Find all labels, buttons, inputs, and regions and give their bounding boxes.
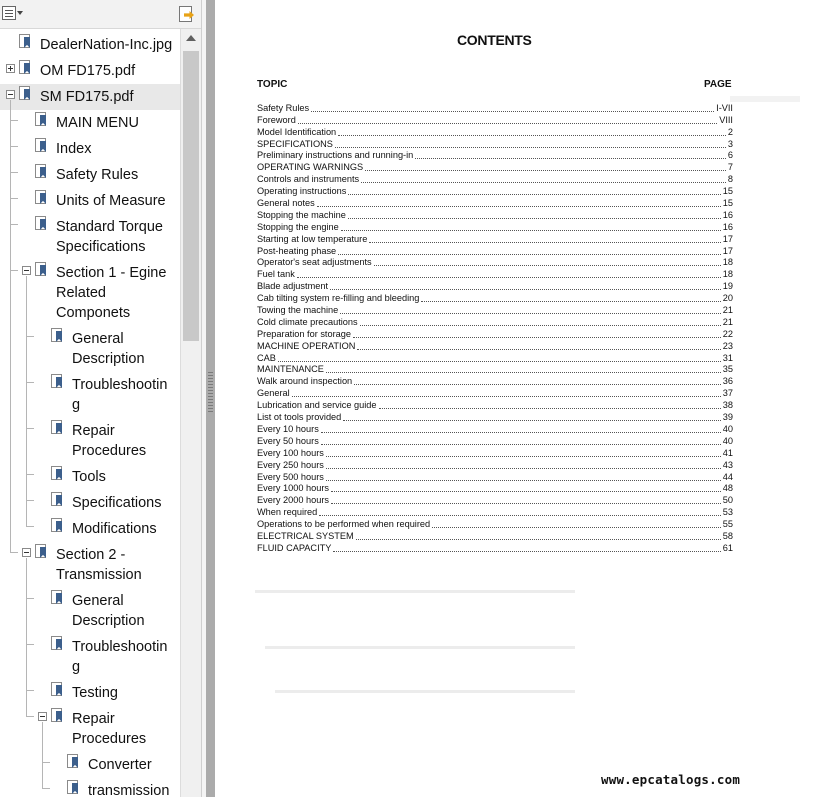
toc-page: 16 [722,221,733,232]
bookmark-label: Converter [88,757,152,773]
toc-dot-leader [421,301,720,302]
toc-page: 15 [722,186,733,197]
toc-dot-leader [361,182,726,183]
scrollbar-thumb[interactable] [183,51,199,341]
bookmark-item[interactable] [0,588,180,634]
toc-topic: Controls and instruments [257,174,360,185]
bookmark-label: DealerNation-Inc.jpg [40,37,173,53]
toc-topic: Walk around inspection [257,376,353,387]
toc-entry [257,280,733,292]
bookmark-label: transmission [88,783,170,797]
toc-topic: Stopping the engine [257,221,339,232]
toc-entry [257,304,733,316]
bookmark-label: Modifications [72,521,157,537]
toc-topic: Cab tilting system re-filling and bleeding [257,293,420,304]
toc-entry [257,150,733,162]
collapse-toggle-icon[interactable] [22,266,31,275]
bookmark-label: Safety Rules [56,167,139,183]
toc-page: 17 [722,245,733,256]
toc-topic: Every 10 hours [257,423,319,434]
toc-topic: Operator's seat adjustments [257,257,372,268]
toc-dot-leader [338,135,726,136]
bookmark-icon [19,60,33,76]
page-title: CONTENTS [457,32,532,48]
bookmark-item[interactable] [0,516,180,542]
tree-guide-line [42,762,50,763]
toc-page: 61 [722,542,733,553]
toc-page: 20 [722,293,733,304]
bookmark-icon [19,34,33,50]
toc-topic: Every 500 hours [257,471,324,482]
toc-entry [257,138,733,150]
bleed-through-line [255,590,575,593]
bookmark-label: Units of Measure [56,193,166,209]
tree-guide-line [26,526,34,527]
tree-guide-line [10,552,18,553]
bookmark-label: Repair Procedures [72,711,147,747]
toc-dot-leader [360,325,721,326]
tree-guide-line [26,428,34,429]
toc-page: 41 [722,447,733,458]
toc-entry [257,399,733,411]
bookmark-item[interactable] [0,464,180,490]
collapse-toggle-icon[interactable] [6,90,15,99]
toc-page: 2 [727,126,733,137]
toc-dot-leader [278,361,721,362]
toc-topic: General [257,388,290,399]
toc-entry [257,292,733,304]
toc-entry [257,328,733,340]
bookmark-item[interactable] [0,542,180,588]
tree-guide-line [26,690,34,691]
toc-dot-leader [311,111,714,112]
bookmark-icon [51,466,65,482]
bookmark-item[interactable] [0,136,180,162]
bookmark-label: Testing [72,685,118,701]
tree-guide-line [26,336,34,337]
expand-bookmark-icon[interactable] [177,5,195,23]
bookmark-item[interactable] [0,778,180,797]
bookmark-item[interactable] [0,214,180,260]
tree-guide-line [10,146,18,147]
tree-guide-line [26,716,34,717]
bookmark-icon [67,754,81,770]
toc-entry [257,506,733,518]
bookmark-item[interactable] [0,706,180,752]
toc-dot-leader [326,372,721,373]
toc-entry [257,209,733,221]
toc-page: 53 [722,507,733,518]
table-of-contents [257,102,733,554]
bookmark-icon [35,216,49,232]
toc-entry [257,411,733,423]
toc-entry [257,364,733,376]
toc-page: 39 [722,412,733,423]
bookmark-label: OM FD175.pdf [40,63,136,79]
toc-dot-leader [326,456,721,457]
toc-dot-leader [348,194,720,195]
topic-header: TOPIC [257,79,288,90]
page-header: PAGE [704,79,732,90]
toc-entry [257,257,733,269]
bookmark-item[interactable] [0,260,180,326]
toc-entry [257,471,733,483]
toc-page: 15 [722,198,733,209]
toc-page: 58 [722,530,733,541]
bookmark-icon [51,328,65,344]
toc-topic: Stopping the machine [257,209,346,220]
toc-entry [257,483,733,495]
toc-topic: Fuel tank [257,269,295,280]
bookmark-icon [51,420,65,436]
bookmark-icon [51,374,65,390]
toc-page: 55 [722,519,733,530]
toc-dot-leader [356,539,721,540]
toc-page: 35 [722,364,733,375]
tree-guide-line [42,722,43,788]
bookmark-icon [51,492,65,508]
tree-guide-line [26,382,34,383]
toc-dot-leader [415,158,726,159]
toc-entry [257,542,733,554]
watermark: www.epcatalogs.com [601,772,741,787]
toc-dot-leader [321,432,721,433]
toc-dot-leader [317,206,721,207]
toc-entry [257,197,733,209]
toc-entry [257,185,733,197]
toc-dot-leader [319,515,721,516]
toc-page: 22 [722,328,733,339]
bookmarks-scrollbar[interactable] [180,29,201,797]
bookmark-icon [51,590,65,606]
toc-page: 36 [722,376,733,387]
bookmark-icon [51,636,65,652]
toc-entry [257,459,733,471]
bookmark-icon [19,86,33,102]
bookmark-item[interactable] [0,634,180,680]
toc-page: 50 [722,495,733,506]
bookmark-label: Specifications [72,495,162,511]
bookmark-label: Section 2 - Transmission [56,547,142,583]
toc-entry [257,447,733,459]
tree-guide-line [10,224,18,225]
toc-topic: ELECTRICAL SYSTEM [257,530,354,541]
bookmark-label: Section 1 - Egine Related Componets [56,265,167,321]
bookmark-item[interactable] [0,110,180,136]
bookmark-label: SM FD175.pdf [40,89,134,105]
bookmark-icon [51,708,65,724]
toc-page: 18 [722,269,733,280]
toc-dot-leader [343,420,720,421]
expand-toggle-icon[interactable] [6,64,15,73]
toc-dot-leader [369,242,720,243]
toc-page: 44 [722,471,733,482]
toc-entry [257,233,733,245]
toc-entry [257,387,733,399]
toc-dot-leader [331,503,721,504]
toc-topic: Lubrication and service guide [257,400,377,411]
toc-entry [257,126,733,138]
toc-topic: Operating instructions [257,186,347,197]
bookmark-item[interactable] [0,418,180,464]
tree-guide-line [10,270,18,271]
toc-page: 21 [722,316,733,327]
toc-topic: Towing the machine [257,305,339,316]
toc-topic: Preparation for storage [257,328,351,339]
toc-dot-leader [326,480,721,481]
toc-page: 6 [727,150,733,161]
toc-topic: Every 100 hours [257,447,324,458]
toc-dot-leader [348,218,721,219]
toc-topic: Preliminary instructions and running-in [257,150,414,161]
toc-topic: Safety Rules [257,102,310,113]
toc-page: 40 [722,423,733,434]
toc-entry [257,352,733,364]
bookmark-icon [51,682,65,698]
bookmark-icon [35,262,49,278]
toc-topic: Every 250 hours [257,459,324,470]
bookmark-icon [51,518,65,534]
toc-topic: List ot tools provided [257,412,342,423]
tree-guide-line [10,100,11,552]
toc-entry [257,375,733,387]
toc-dot-leader [321,444,721,445]
toc-topic: OPERATING WARNINGS [257,162,364,173]
bookmarks-panel [0,0,206,797]
bookmark-item[interactable] [0,752,180,778]
toc-topic: Every 50 hours [257,435,319,446]
collapse-toggle-icon[interactable] [38,712,47,721]
toc-dot-leader [326,468,721,469]
tree-guide-line [26,500,34,501]
toc-entry [257,340,733,352]
toc-page: 8 [727,174,733,185]
toc-dot-leader [292,396,721,397]
toc-topic: FLUID CAPACITY [257,542,332,553]
bookmark-icon [35,190,49,206]
toc-entry [257,114,733,126]
toc-topic: Every 1000 hours [257,483,330,494]
toc-dot-leader [432,527,721,528]
toc-dot-leader [353,337,721,338]
tree-guide-line [26,598,34,599]
tree-guide-line [26,644,34,645]
toc-dot-leader [354,384,721,385]
toc-dot-leader [379,408,721,409]
bookmark-item[interactable] [0,372,180,418]
toc-page: 16 [722,209,733,220]
toc-page: 43 [722,459,733,470]
toc-entry [257,245,733,257]
toc-dot-leader [341,230,721,231]
bleed-through-ghost-bar [730,96,800,102]
toc-entry [257,221,733,233]
bookmark-label: Standard Torque Specifications [56,219,163,255]
bookmarks-tree [0,29,180,797]
tree-guide-line [26,276,27,526]
toc-page: 7 [727,162,733,173]
toc-entry [257,518,733,530]
toc-dot-leader [330,289,721,290]
toc-entry [257,161,733,173]
toc-page: 37 [722,388,733,399]
toc-page: 21 [722,305,733,316]
tree-guide-line [10,172,18,173]
toc-topic: Every 2000 hours [257,495,330,506]
toc-dot-leader [333,551,720,552]
bleed-through-line [275,690,575,693]
splitter-grip-icon [208,372,213,412]
toc-page: 48 [722,483,733,494]
toc-page: I-VII [716,102,733,113]
toc-dot-leader [298,123,717,124]
bookmark-icon [35,164,49,180]
scroll-up-arrow-icon[interactable] [186,35,196,41]
tree-guide-line [26,474,34,475]
bookmark-label: General Description [72,593,145,629]
bookmark-label: Repair Procedures [72,423,147,459]
toc-dot-leader [338,254,721,255]
toc-topic: Cold climate precautions [257,316,358,327]
toc-topic: MAINTENANCE [257,364,324,375]
bleed-through-line [265,646,575,649]
document-page [215,0,814,797]
toc-entry [257,494,733,506]
toc-topic: SPECIFICATIONS [257,138,333,149]
tree-guide-line [26,558,27,716]
toc-entry [257,316,733,328]
bookmark-item[interactable] [0,188,180,214]
bookmark-label: Tools [72,469,106,485]
toc-page: 23 [722,340,733,351]
toc-page: 38 [722,400,733,411]
toc-dot-leader [374,265,721,266]
toc-dot-leader [297,277,721,278]
toc-dot-leader [335,147,726,148]
tree-guide-line [10,198,18,199]
toc-dot-leader [365,170,726,171]
toc-dot-leader [331,491,721,492]
toc-topic: MACHINE OPERATION [257,340,356,351]
bookmark-item[interactable] [0,84,180,110]
toc-page: VIII [719,114,733,125]
bookmark-icon [35,544,49,560]
toc-topic: Starting at low temperature [257,233,368,244]
toc-page: 18 [722,257,733,268]
toc-topic: CAB [257,352,276,363]
collapse-toggle-icon[interactable] [22,548,31,557]
bookmark-icon [67,780,81,796]
bookmark-options-icon[interactable] [2,5,22,21]
bookmark-label: MAIN MENU [56,115,139,131]
bookmark-label: Troubleshootin g [72,377,168,413]
toc-entry [257,102,733,114]
bookmarks-toolbar [0,0,206,29]
bookmark-item[interactable] [0,58,180,84]
toc-page: 31 [722,352,733,363]
toc-dot-leader [357,349,720,350]
toc-topic: When required [257,507,318,518]
bookmark-icon [35,112,49,128]
panel-splitter[interactable] [206,0,215,797]
bookmark-item[interactable] [0,32,180,58]
toc-entry [257,530,733,542]
tree-guide-line [42,788,50,789]
toc-page: 40 [722,435,733,446]
toc-page: 19 [722,281,733,292]
toc-topic: Model Identification [257,126,337,137]
toc-entry [257,435,733,447]
bookmark-item[interactable] [0,490,180,516]
tree-guide-line [10,120,18,121]
toc-topic: General notes [257,198,315,209]
toc-entry [257,173,733,185]
bookmark-label: Troubleshootin g [72,639,168,675]
toc-page: 3 [727,138,733,149]
toc-entry [257,423,733,435]
bookmark-label: General Description [72,331,145,367]
bookmark-item[interactable] [0,162,180,188]
bookmark-item[interactable] [0,326,180,372]
bookmark-item[interactable] [0,680,180,706]
toc-dot-leader [340,313,721,314]
toc-topic: Foreword [257,114,296,125]
toc-page: 17 [722,233,733,244]
toc-topic: Operations to be performed when required [257,519,431,530]
toc-entry [257,268,733,280]
toc-topic: Blade adjustment [257,281,328,292]
toc-topic: Post-heating phase [257,245,337,256]
bookmark-label: Index [56,141,92,157]
bookmark-icon [35,138,49,154]
